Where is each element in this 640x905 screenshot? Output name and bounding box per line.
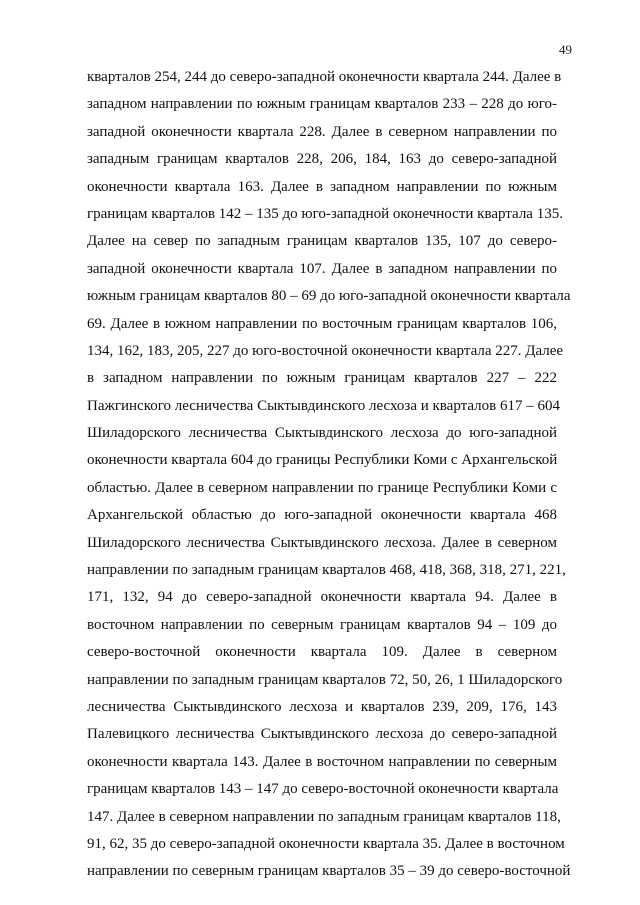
text-line: Шиладорского лесничества Сыктывдинского лесхоза. Далее в северном: [87, 534, 557, 551]
text-line: направлении по западным границам кварталов 72, 50, 26, 1 Шиладорского: [87, 671, 563, 688]
text-line: границам кварталов 143 – 147 до северо-восточной оконечности квартала: [87, 781, 559, 798]
text-line: лесничества Сыктывдинского лесхоза и кварталов 239, 209, 176, 143: [87, 698, 557, 715]
text-line: 91, 62, 35 до северо-западной оконечности квартала 35. Далее в восточном: [87, 835, 565, 852]
text-line: западном направлении по южным границам кварталов 233 – 228 до юго-: [87, 96, 557, 113]
text-line: направлении по северным границам кварталов 35 – 39 до северо-восточной: [87, 863, 571, 880]
text-line: 147. Далее в северном направлении по западным границам кварталов 118,: [87, 808, 561, 825]
text-line: Шиладорского лесничества Сыктывдинского лесхоза до юго-западной: [87, 425, 557, 442]
text-line: оконечности квартала 163. Далее в западном направлении по южным: [87, 178, 557, 195]
text-line: западным границам кварталов 228, 206, 184, 163 до северо-западной: [87, 151, 557, 168]
text-line: 171, 132, 94 до северо-западной оконечности квартала 94. Далее в: [87, 589, 557, 606]
text-line: Архангельской областью до юго-западной оконечности квартала 468: [87, 507, 557, 524]
text-line: 134, 162, 183, 205, 227 до юго-восточной оконечности квартала 227. Далее: [87, 342, 564, 359]
text-line: кварталов 254, 244 до северо-западной оконечности квартала 244. Далее в: [87, 69, 562, 85]
page-number: 49: [559, 42, 572, 57]
text-line: направлении по западным границам кварталов 468, 418, 368, 318, 271, 221,: [87, 562, 566, 579]
text-line: областью. Далее в северном направлении по границе Республики Коми с: [87, 479, 557, 496]
text-line: границам кварталов 142 – 135 до юго-западной оконечности квартала 135.: [87, 205, 563, 222]
text-line: Палевицкого лесничества Сыктывдинского лесхоза до северо-западной: [87, 726, 557, 743]
text-line: северо-восточной оконечности квартала 109. Далее в северном: [87, 644, 557, 661]
text-line: в западном направлении по южным границам кварталов 227 – 222: [87, 370, 557, 387]
text-line: Пажгинского лесничества Сыктывдинского лесхоза и кварталов 617 – 604: [87, 397, 560, 414]
text-line: западной оконечности квартала 107. Далее в западном направлении по: [87, 260, 557, 277]
text-line: Далее на север по западным границам кварталов 135, 107 до северо-: [87, 233, 557, 250]
text-line: восточном направлении по северным границам кварталов 94 – 109 до: [87, 616, 557, 633]
text-line: оконечности квартала 604 до границы Республики Коми с Архангельской: [87, 452, 558, 469]
body-text: [87, 64, 571, 886]
text-line: южным границам кварталов 80 – 69 до юго-западной оконечности квартала: [87, 288, 571, 305]
text-line: 69. Далее в южном направлении по восточным границам кварталов 106,: [87, 315, 557, 332]
text-line: западной оконечности квартала 228. Далее в северном направлении по: [87, 123, 557, 140]
text-line: оконечности квартала 143. Далее в восточном направлении по северным: [87, 753, 557, 770]
